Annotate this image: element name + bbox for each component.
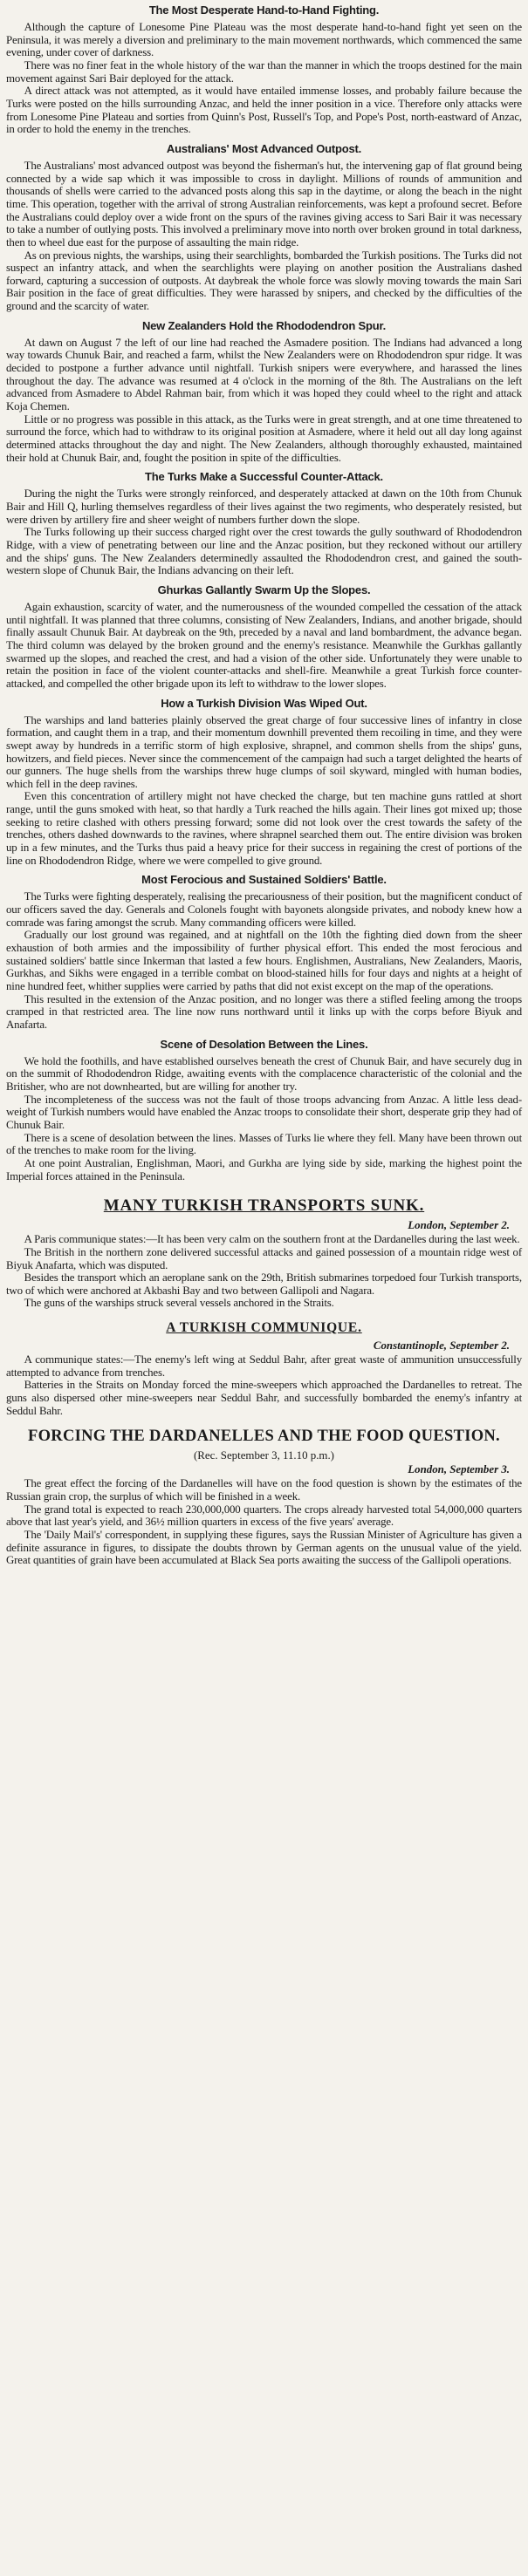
- paragraph: The guns of the warships struck several vessels anchored in the Straits.: [24, 1297, 334, 1310]
- paragraph: Again exhaustion, scarcity of water, and the numerousness of the wounded compelled the cessation of the attack until nightfall. It was planned that three columns, consisting of New Zealanders, Indians, and another brigade, should finally assault Chunuk Bair. At daybreak on the 9th, preceded by a naval and land bombardment, the advance began. The third column was delayed by the broken ground and the enemy's resistance. Meanwhile the Gurkhas gallantly swarmed up the slopes, and reached the crest, and had a vision of the other side. Unfortunately they were unable to retain the position in face of the violent counter-attacks and shell-fire. Meanwhile a great Turkish force counter-attacked, and compelled the other brigade upon its left to withdraw to the lower slopes.: [6, 600, 522, 690]
- paragraph: The British in the northern zone delivered successful attacks and gained possession of a mountain ridge west of Biyuk Anafarta, which was disputed.: [6, 1245, 522, 1271]
- paragraph: This resulted in the extension of the Anzac position, and no longer was there a stifled feeling among the troops cramped in that restricted area. The line now runs northward until it links up with the corps before Biyuk and Anafarta.: [6, 992, 522, 1031]
- paragraph: The Turks following up their success charged right over the crest towards the gully southward of Rhododendron Ridge, with a view of penetrating between our line and the Anzac position, but they reckoned without our artillery and the ships' guns. The New Zealanders determinedly assaulted the Rhododendron crest, and gained the south-western slope of Chunuk Bair, the Indians advancing on their left.: [6, 526, 522, 577]
- dateline: London, September 3.: [408, 1463, 510, 1476]
- paragraph: During the night the Turks were strongly reinforced, and desperately attacked at dawn on the 10th from Chunuk Bair and Hill Q, hurling themselves regardless of their lives against the two regiments, who desperately resisted, but were driven by artillery fire and sheer weight of numbers further down the slope.: [6, 487, 522, 526]
- paragraph: Gradually our lost ground was regained, and at nightfall on the 10th the fighting died down from the sheer exhaustion of both armies and the impossibility of further physical effort. This ended the most ferocious and sustained soldiers' battle since Inkerman that lasted a few hours. Englishmen, Australians, New Zealanders, Maoris, Gurkhas, and Sikhs were engaged in a terrible combat on blood-stained hills for four days and nights at a height of nine hundred feet, whither supplies were carried by paths that did not exist except on the map of the operations.: [6, 929, 522, 992]
- paragraph: The great effect the forcing of the Dardanelles will have on the food question is shown by the estimates of the Russian grain crop, the surplus of which will be finished in a week.: [6, 1477, 522, 1503]
- paragraph: There was no finer feat in the whole history of the war than the manner in which the troops destined for the main movement against Sari Bair deployed for the attack.: [6, 58, 522, 85]
- paragraph: The 'Daily Mail's' correspondent, in supplying these figures, says the Russian Minister of Agriculture has given a definite assurance in figures, to dissipate the doubts thrown by German agents on the unusual value of the yield. Great quantities of grain have been accumulated at Black Sea ports awaiting the success of the Gallipoli operations.: [6, 1529, 522, 1567]
- dateline: London, September 2.: [408, 1219, 510, 1232]
- paragraph: The incompleteness of the success was not the fault of those troops advancing from Anzac. A little less dead-weight of Turkish numbers would have enabled the Anzac troops to consolidate their short, desperate grip they had of Chunuk Bair.: [6, 1093, 522, 1131]
- paragraph: Besides the transport which an aeroplane sank on the 29th, British submarines torpedoed four Turkish transports, two of which were anchored at Akbashi Bay and two between Gallipoli and Nagara.: [6, 1271, 522, 1297]
- article-headline: A TURKISH COMMUNIQUE.: [166, 1320, 362, 1336]
- subheading: The Most Desperate Hand-to-Hand Fighting.: [148, 3, 380, 17]
- paragraph: The grand total is expected to reach 230,000,000 quarters. The crops already harvested total 54,000,000 quarters above that last year's yield, and 36½ million quarters in excess of the five years' average.: [6, 1503, 522, 1529]
- paragraph: A Paris communique states:—It has been very calm on the southern front at the Dardanelles during the last week.: [24, 1233, 520, 1246]
- paragraph: Even this concentration of artillery might not have checked the charge, but ten machine guns rattled at short range, until the guns smoked with heat, so that hardly a Turk reached the hills again. Their lines got mixed up; those seeking to retire clashed with others pressing forward; some did not look over the crest towards the safety of the trenches, others dashed downwards to the ravines, where shrapnel searched them out. The entire division was broken up in a few minutes, and the Turks thus paid a heavy price for their success in regaining the crest of portions of the line on Rhododendron Ridge, where we were compelled to give ground.: [6, 790, 522, 867]
- paragraph: At one point Australian, Englishman, Maori, and Gurkha are lying side by side, marking the highest point the Imperial forces attained in the Peninsula.: [6, 1156, 522, 1182]
- paragraph: Batteries in the Straits on Monday forced the mine-sweepers which approached the Dardanelles to retreat. The guns also dispersed other mine-sweepers near Seddul Bahr, and successfully bombarded the enemy's infantry at Seddul Bahr.: [6, 1379, 522, 1417]
- article-headline: FORCING THE DARDANELLES AND THE FOOD QUESTION.: [28, 1428, 500, 1446]
- dateline: Constantinople, September 2.: [373, 1339, 510, 1353]
- paragraph: A communique states:—The enemy's left wing at Seddul Bahr, after great waste of ammunition unsuccessfully attempted to advance from trenches.: [6, 1353, 522, 1379]
- subheading: New Zealanders Hold the Rhododendron Spur.: [141, 318, 387, 332]
- subheading: How a Turkish Division Was Wiped Out.: [161, 696, 367, 710]
- paragraph: At dawn on August 7 the left of our line had reached the Asmadere position. The Indians had advanced a long way towards Chunuk Bair, and reached a farm, whilst the New Zealanders were on Rhododendron spur ridge. It was decided to postpone a further advance until nightfall. Turkish snipers were everywhere, and harassed the lines throughout the day. The advance was resumed at 4 o'clock in the morning of the 8th. The Australians on the left advanced from Asmadere to Abdel Rahman bair, from which it was hoped they could wheel to the right and attack Koja Chemen.: [6, 336, 522, 413]
- paragraph: There is a scene of desolation between the lines. Masses of Turks lie where they fell. Many have been thrown out of the trenches to make room for the living.: [6, 1131, 522, 1157]
- article-headline: MANY TURKISH TRANSPORTS SUNK.: [103, 1196, 425, 1216]
- paragraph: Although the capture of Lonesome Pine Plateau was the most desperate hand-to-hand fight yet seen on the Peninsula, it was merely a diversion and preliminary to the main movement northwards, which commenced the same evening, under cover of darkness.: [6, 21, 522, 59]
- subheading: Most Ferocious and Sustained Soldiers' Battle.: [141, 873, 387, 887]
- subheading: Scene of Desolation Between the Lines.: [160, 1037, 368, 1051]
- subheading: Ghurkas Gallantly Swarm Up the Slopes.: [157, 583, 371, 596]
- paragraph: As on previous nights, the warships, using their searchlights, bombarded the Turkish positions. The Turks did not suspect an infantry attack, and when the searchlights were playing on another position the Australians dashed forward, capturing a succession of outposts. At daybreak the whole force was slowly moving towards the main Sari Bair position in the face of great difficulties. They were harassed by snipers, and checked by the difficulties of the ground and the scarcity of water.: [6, 249, 522, 313]
- paragraph: A direct attack was not attempted, as it would have entailed immense losses, and probably failure because the Turks were posted on the hills surrounding Anzac, and held the inner position in a vice. Therefore only attacks were from Lonesome Pine Plateau and sorties from Quinn's Post, Russell's Top, and Pope's Post, north-eastward of Anzac, in order to hold the enemy in the trenches.: [6, 85, 522, 136]
- paragraph: The warships and land batteries plainly observed the great charge of four successive lines of infantry in close formation, and caught them in a trap, and their momentum downhill prevented them recoiling in time, and they were swept away by hundreds in a terrific storm of high explosive, shrapnel, and common shells from the ships' guns, howitzers, and field pieces. Never since the commencement of the campaign had such a target delighted the hearts of our gunners. The huge shells from the warships threw huge clumps of soil skyward, mingled with human bodies, which fell in the deep ravines.: [6, 713, 522, 790]
- received-line: (Rec. September 3, 11.10 p.m.): [194, 1449, 334, 1462]
- paragraph: The Australians' most advanced outpost was beyond the fisherman's hut, the intervening gap of flat ground being connected by a wide sap which it was impossible to cross in daylight. Millions of rounds of ammunition and thousands of shells were carried to the advanced posts along this sap in the daytime, or along the beach in the night time. This operation, together with the arrival of strong Australian reinforcements, was kept a profound secret. Before the Australians could deploy over a wide front on the spurs of the ravines giving access to Sari Bair it was necessary to take a number of outlying posts. This involved a preliminary move into north over broken ground in total darkness, then to wheel due east for the purpose of assaulting the main ridge.: [6, 159, 522, 249]
- subheading: The Turks Make a Successful Counter-Attack.: [145, 470, 383, 484]
- subheading: Australians' Most Advanced Outpost.: [166, 141, 362, 155]
- paragraph: Little or no progress was possible in this attack, as the Turks were in great strength, and at one time threatened to surround the force, which had to withdraw to its original position at Asmadere, where it held out all day long against determined attacks throughout the day and night. The New Zealanders, although thoroughly exhausted, maintained their hold at Chunuk Bair, and, fought the position in spite of the difficulties.: [6, 412, 522, 464]
- paragraph: We hold the foothills, and have established ourselves beneath the crest of Chunuk Bair, and have securely dug in on the summit of Rhododendron Ridge, awaiting events with the complacence characteristic of the colonial and the Britisher, who are not downhearted, but are willing for another try.: [6, 1054, 522, 1093]
- paragraph: The Turks were fighting desperately, realising the precariousness of their position, but the magnificent conduct of our officers saved the day. Generals and Colonels fought with bayonets alongside privates, and nobody knew how a comrade was faring amongst the scrub. Many commanding officers were killed.: [6, 890, 522, 929]
